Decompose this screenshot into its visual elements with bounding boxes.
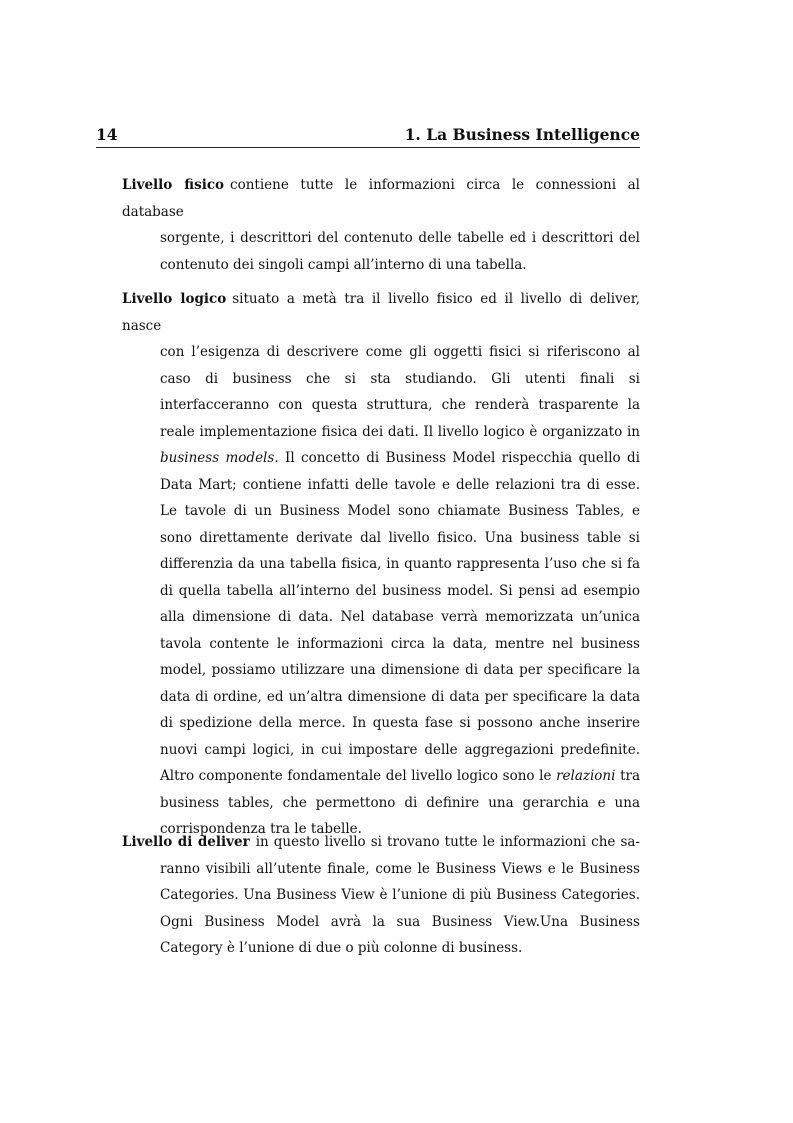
- definition-entry-livello-fisico: [122, 172, 640, 278]
- entry-first-line: [122, 829, 640, 856]
- definition-body: ranno visibili all’utente finale, come le Business Views e le Business Categories. Una Business View è l’unione di più Business Categories. Ogni Business Model avrà la sua Business View.Una Business Category è l’unione di due o più colonne di business.: [160, 860, 640, 956]
- italic-term-relazioni: relazioni: [556, 768, 616, 784]
- definition-entry-livello-di-deliver: [122, 829, 640, 962]
- definition-text-part: . Il concetto di Business Model rispecchia quello di Data Mart; contiene infatti delle tavole e delle relazioni tra di esse. Le tavole di un Business Model sono chiamate Business Tables, e sono direttamente derivate dal livello fisico. Una business table si differenzia da una tabella fisica, in quanto rappresenta l’uso che si fa di quella tabella all’interno del business model. Si pensi ad esempio alla dimensione di data. Nel database verrà memorizzata un’unica tavola contente le informazioni circa la data, mentre nel business model, possiamo utilizzare una dimensione di data per specificare la data di ordine, ed un’altra dimensione di data per specificare la data di spedizione della merce. In questa fase si possono anche inserire nuovi campi logici, in cui impostare delle aggregazioni predefinite. Altro componente fondamentale del livello logico sono le: [160, 450, 640, 784]
- definition-text-part: tra business tables, che permettono di definire una gerarchia e una corrispondenza tra le tabelle.: [160, 768, 640, 837]
- italic-term-business-models: business models: [160, 450, 275, 466]
- definition-body: [122, 339, 640, 843]
- definition-text-part: con l’esigenza di descrivere come gli oggetti fisici si riferiscono al caso di business che si sta studiando. Gli utenti finali si interfacceranno con questa struttura, che renderà trasparente la reale implementazione fisica dei dati. Il livello logico è organizzato in: [160, 344, 640, 440]
- definition-term: Livello logico: [122, 291, 227, 307]
- running-header: [96, 123, 640, 148]
- definition-first-line-text: in questo livello si trovano tutte le informazioni che sa-: [255, 834, 640, 850]
- entry-first-line: [122, 172, 640, 225]
- definition-first-line-text: contiene tutte le informazioni circa le connessioni al database: [122, 177, 640, 220]
- entry-first-line: [122, 286, 640, 339]
- definition-term: Livello fisico: [122, 177, 225, 193]
- definition-first-line-text: situato a metà tra il livello fisico ed il livello di deliver, nasce: [122, 291, 640, 334]
- page-number: 14: [96, 125, 118, 144]
- chapter-title: 1. La Business Intelligence: [404, 125, 640, 144]
- definition-body: sorgente, i descrittori del contenuto delle tabelle ed i descrittori del contenuto dei singoli campi all’interno di una tabella.: [160, 230, 640, 273]
- definition-entry-livello-logico: [122, 286, 640, 843]
- definition-term: Livello di deliver: [122, 834, 250, 850]
